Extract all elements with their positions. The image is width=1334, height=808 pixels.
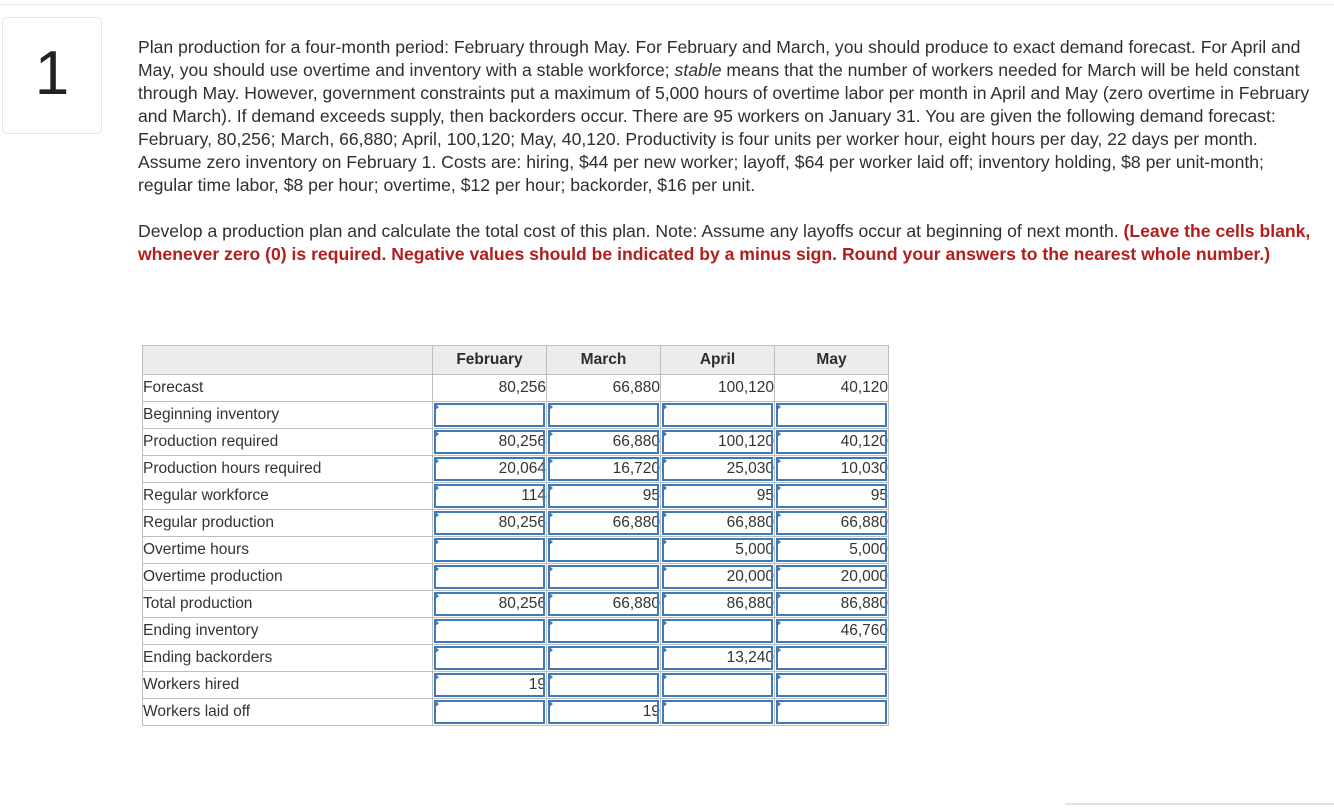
answer-input-cell[interactable]: 16,720 xyxy=(547,456,661,483)
bottom-divider xyxy=(1065,803,1334,805)
table-row xyxy=(143,429,889,456)
answer-input-cell[interactable] xyxy=(547,537,661,564)
answer-input-cell[interactable] xyxy=(775,699,889,726)
table-row xyxy=(143,483,889,510)
answer-input-cell[interactable] xyxy=(661,618,775,645)
answer-input-cell[interactable]: 5,000 xyxy=(775,537,889,564)
answer-input-cell[interactable]: 19 xyxy=(433,672,547,699)
row-label: Regular production xyxy=(143,510,433,537)
answer-input-cell[interactable] xyxy=(433,699,547,726)
row-label: Beginning inventory xyxy=(143,402,433,429)
forecast-value: 40,120 xyxy=(775,375,889,402)
answer-input-cell[interactable] xyxy=(775,402,889,429)
table-row xyxy=(143,618,889,645)
row-label: Ending backorders xyxy=(143,645,433,672)
problem-statement xyxy=(138,36,1318,266)
problem-text-part1: Plan production for a four-month period: February through May. For February and March, you should produce to exact demand forecast. For April and May, you should use overtime and inventory with a stable workforce; xyxy=(138,37,1301,80)
header-april: April xyxy=(661,346,775,375)
forecast-value: 100,120 xyxy=(661,375,775,402)
instructions-paragraph xyxy=(138,220,1318,266)
answer-input-cell[interactable]: 25,030 xyxy=(661,456,775,483)
forecast-value: 80,256 xyxy=(433,375,547,402)
production-plan-table xyxy=(142,345,889,726)
answer-input-cell[interactable] xyxy=(547,564,661,591)
row-label: Production hours required xyxy=(143,456,433,483)
answer-input-cell[interactable]: 80,256 xyxy=(433,591,547,618)
answer-input-cell[interactable] xyxy=(433,618,547,645)
top-divider xyxy=(0,4,1334,5)
forecast-value: 66,880 xyxy=(547,375,661,402)
question-number: 1 xyxy=(2,17,102,134)
answer-input-cell[interactable] xyxy=(661,699,775,726)
row-label: Forecast xyxy=(143,375,433,402)
answer-input-cell[interactable]: 10,030 xyxy=(775,456,889,483)
answer-input-cell[interactable]: 46,760 xyxy=(775,618,889,645)
answer-input-cell[interactable] xyxy=(433,537,547,564)
answer-input-cell[interactable]: 66,880 xyxy=(547,429,661,456)
table-row xyxy=(143,672,889,699)
answer-input-cell[interactable]: 66,880 xyxy=(661,510,775,537)
row-label: Workers hired xyxy=(143,672,433,699)
table-row xyxy=(143,645,889,672)
row-label: Regular workforce xyxy=(143,483,433,510)
answer-input-cell[interactable]: 86,880 xyxy=(775,591,889,618)
answer-input-cell[interactable]: 114 xyxy=(433,483,547,510)
row-label: Workers laid off xyxy=(143,699,433,726)
answer-input-cell[interactable]: 5,000 xyxy=(661,537,775,564)
answer-input-cell[interactable]: 13,240 xyxy=(661,645,775,672)
problem-text-part2: means that the number of workers needed for March will be held constant through May. However, government constraints put a maximum of 5,000 hours of overtime labor per month in April and May (zero overtime in February and March). If demand exceeds supply, then backorders occur. There are 95 workers on January 31. You are given the following demand forecast: February, 80,256; March, 66,880; April, 100,120; May, 40,120. Productivity is four units per worker hour, eight hours per day, 22 days per month. Assume zero inventory on February 1. Costs are: hiring, $44 per new worker; layoff, $64 per worker laid off; inventory holding, $8 per unit-month; regular time labor, $8 per hour; overtime, $12 per hour; backorder, $16 per unit. xyxy=(138,60,1310,195)
answer-input-cell[interactable] xyxy=(433,564,547,591)
answer-input-cell[interactable]: 80,256 xyxy=(433,429,547,456)
header-february: February xyxy=(433,346,547,375)
answer-input-cell[interactable] xyxy=(433,645,547,672)
row-label: Overtime production xyxy=(143,564,433,591)
answer-input-cell[interactable] xyxy=(547,672,661,699)
problem-paragraph xyxy=(138,36,1318,197)
row-label: Total production xyxy=(143,591,433,618)
answer-input-cell[interactable] xyxy=(661,672,775,699)
answer-input-cell[interactable]: 66,880 xyxy=(775,510,889,537)
answer-input-cell[interactable]: 40,120 xyxy=(775,429,889,456)
answer-input-cell[interactable]: 95 xyxy=(775,483,889,510)
forecast-row xyxy=(143,375,889,402)
table-row xyxy=(143,537,889,564)
answer-input-cell[interactable]: 100,120 xyxy=(661,429,775,456)
rounding-note: (Leave the cells blank, whenever zero (0) is required. Negative values should be indicated by a minus sign. Round your answers to the nearest whole number.) xyxy=(138,221,1311,264)
answer-input-cell[interactable]: 80,256 xyxy=(433,510,547,537)
header-may: May xyxy=(775,346,889,375)
table-row xyxy=(143,699,889,726)
answer-input-cell[interactable]: 95 xyxy=(661,483,775,510)
instructions-text: Develop a production plan and calculate the total cost of this plan. Note: Assume any layoffs occur at beginning of next month. xyxy=(138,221,1119,241)
answer-input-cell[interactable] xyxy=(433,402,547,429)
answer-input-cell[interactable] xyxy=(775,645,889,672)
answer-input-cell[interactable]: 19 xyxy=(547,699,661,726)
answer-input-cell[interactable]: 95 xyxy=(547,483,661,510)
answer-input-cell[interactable]: 86,880 xyxy=(661,591,775,618)
table-header-row xyxy=(143,346,889,375)
row-label: Production required xyxy=(143,429,433,456)
answer-input-cell[interactable]: 20,000 xyxy=(775,564,889,591)
table-row xyxy=(143,591,889,618)
answer-input-cell[interactable] xyxy=(547,618,661,645)
answer-input-cell[interactable]: 66,880 xyxy=(547,591,661,618)
row-label: Overtime hours xyxy=(143,537,433,564)
header-march: March xyxy=(547,346,661,375)
stable-italic: stable xyxy=(674,60,722,80)
answer-input-cell[interactable] xyxy=(547,402,661,429)
answer-input-cell[interactable]: 20,064 xyxy=(433,456,547,483)
answer-input-cell[interactable]: 66,880 xyxy=(547,510,661,537)
answer-input-cell[interactable]: 20,000 xyxy=(661,564,775,591)
table-row xyxy=(143,510,889,537)
answer-input-cell[interactable] xyxy=(661,402,775,429)
table-row xyxy=(143,564,889,591)
table-row xyxy=(143,402,889,429)
table-row xyxy=(143,456,889,483)
answer-input-cell[interactable] xyxy=(775,672,889,699)
answer-input-cell[interactable] xyxy=(547,645,661,672)
row-label: Ending inventory xyxy=(143,618,433,645)
header-corner xyxy=(143,346,433,375)
